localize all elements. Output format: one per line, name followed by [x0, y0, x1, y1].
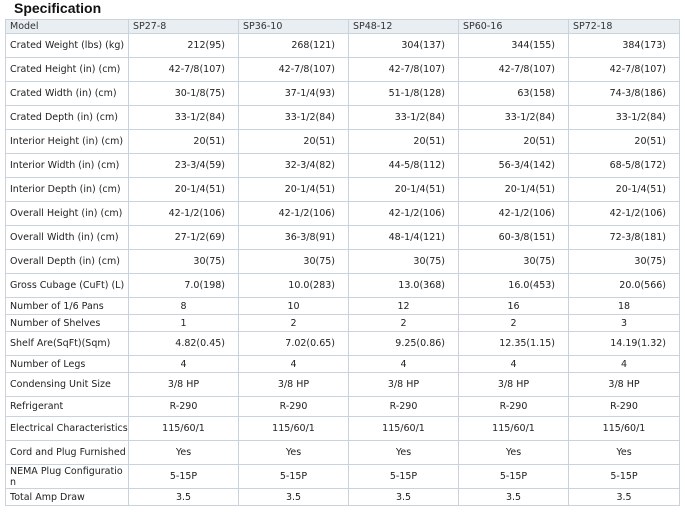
table-row: [6, 298, 680, 315]
table-cell: 268(121): [239, 34, 349, 58]
table-cell: Yes: [129, 441, 239, 465]
table-cell: 115/60/1: [459, 417, 569, 441]
table-cell: 16.0(453): [459, 274, 569, 298]
table-cell: 68-5/8(172): [569, 154, 680, 178]
table-cell: Yes: [569, 441, 680, 465]
table-cell: 3.5: [459, 489, 569, 506]
header-sp27-8: SP27-8: [129, 20, 239, 34]
table-cell: 42-1/2(106): [569, 202, 680, 226]
table-cell: 2: [459, 315, 569, 332]
table-row: [6, 226, 680, 250]
table-cell: 32-3/4(82): [239, 154, 349, 178]
table-cell: 3: [569, 315, 680, 332]
table-cell: 14.19(1.32): [569, 332, 680, 356]
table-cell: Yes: [349, 441, 459, 465]
table-cell: 20-1/4(51): [459, 178, 569, 202]
table-cell: 3.5: [569, 489, 680, 506]
row-label: Crated Height (in) (cm): [6, 58, 129, 82]
table-cell: 42-1/2(106): [349, 202, 459, 226]
specification-table: [5, 19, 680, 506]
table-cell: 4: [239, 356, 349, 373]
table-cell: 2: [239, 315, 349, 332]
table-cell: 33-1/2(84): [349, 106, 459, 130]
table-cell: 3.5: [349, 489, 459, 506]
row-label: Shelf Are(SqFt)(Sqm): [6, 332, 129, 356]
table-row: [6, 58, 680, 82]
table-body: [6, 34, 680, 506]
table-cell: 3/8 HP: [349, 373, 459, 397]
table-cell: 7.02(0.65): [239, 332, 349, 356]
table-cell: 30(75): [349, 250, 459, 274]
table-cell: 5-15P: [459, 465, 569, 489]
table-cell: 9.25(0.86): [349, 332, 459, 356]
table-cell: 60-3/8(151): [459, 226, 569, 250]
table-row: [6, 154, 680, 178]
table-cell: 4: [129, 356, 239, 373]
table-cell: 36-3/8(91): [239, 226, 349, 250]
table-cell: R-290: [569, 397, 680, 417]
table-cell: 20-1/4(51): [129, 178, 239, 202]
row-label: Crated Weight (lbs) (kg): [6, 34, 129, 58]
row-label: Gross Cubage (CuFt) (L): [6, 274, 129, 298]
table-cell: 63(158): [459, 82, 569, 106]
row-label: Total Amp Draw: [6, 489, 129, 506]
table-cell: 72-3/8(181): [569, 226, 680, 250]
table-row: [6, 130, 680, 154]
table-row: [6, 441, 680, 465]
row-label: Number of Shelves: [6, 315, 129, 332]
table-cell: R-290: [349, 397, 459, 417]
table-cell: 27-1/2(69): [129, 226, 239, 250]
table-cell: 30(75): [569, 250, 680, 274]
table-cell: 56-3/4(142): [459, 154, 569, 178]
table-cell: 20(51): [569, 130, 680, 154]
table-cell: 20-1/4(51): [349, 178, 459, 202]
table-cell: 18: [569, 298, 680, 315]
row-label: Crated Width (in) (cm): [6, 82, 129, 106]
table-cell: 42-1/2(106): [459, 202, 569, 226]
table-cell: 42-7/8(107): [459, 58, 569, 82]
table-cell: 33-1/2(84): [459, 106, 569, 130]
table-cell: 7.0(198): [129, 274, 239, 298]
row-label: Cord and Plug Furnished: [6, 441, 129, 465]
table-cell: 13.0(368): [349, 274, 459, 298]
table-cell: 12.35(1.15): [459, 332, 569, 356]
table-cell: 48-1/4(121): [349, 226, 459, 250]
table-row: [6, 106, 680, 130]
table-row: [6, 250, 680, 274]
table-cell: 5-15P: [569, 465, 680, 489]
table-cell: 42-1/2(106): [129, 202, 239, 226]
header-sp60-16: SP60-16: [459, 20, 569, 34]
row-label: Overall Depth (in) (cm): [6, 250, 129, 274]
table-row: [6, 397, 680, 417]
table-cell: 384(173): [569, 34, 680, 58]
table-cell: 12: [349, 298, 459, 315]
row-label: Crated Depth (in) (cm): [6, 106, 129, 130]
table-cell: 33-1/2(84): [129, 106, 239, 130]
header-sp36-10: SP36-10: [239, 20, 349, 34]
table-cell: 10: [239, 298, 349, 315]
table-cell: 37-1/4(93): [239, 82, 349, 106]
table-cell: 4: [569, 356, 680, 373]
table-cell: 1: [129, 315, 239, 332]
row-label: Condensing Unit Size: [6, 373, 129, 397]
table-row: [6, 82, 680, 106]
table-cell: 115/60/1: [569, 417, 680, 441]
table-cell: 5-15P: [129, 465, 239, 489]
table-cell: 42-1/2(106): [239, 202, 349, 226]
table-cell: 42-7/8(107): [569, 58, 680, 82]
row-label: Number of 1/6 Pans: [6, 298, 129, 315]
table-cell: 8: [129, 298, 239, 315]
table-cell: 20-1/4(51): [239, 178, 349, 202]
table-row: [6, 178, 680, 202]
row-label: Number of Legs: [6, 356, 129, 373]
table-cell: 5-15P: [349, 465, 459, 489]
table-header-row: [6, 20, 680, 34]
table-cell: 44-5/8(112): [349, 154, 459, 178]
table-cell: 115/60/1: [239, 417, 349, 441]
table-cell: 212(95): [129, 34, 239, 58]
header-sp48-12: SP48-12: [349, 20, 459, 34]
table-cell: 4: [349, 356, 459, 373]
table-cell: 5-15P: [239, 465, 349, 489]
table-cell: 20-1/4(51): [569, 178, 680, 202]
table-cell: 20(51): [129, 130, 239, 154]
table-row: [6, 465, 680, 489]
row-label: Interior Width (in) (cm): [6, 154, 129, 178]
table-cell: 20(51): [239, 130, 349, 154]
table-cell: 33-1/2(84): [569, 106, 680, 130]
table-cell: 20.0(566): [569, 274, 680, 298]
table-row: [6, 34, 680, 58]
table-cell: 42-7/8(107): [349, 58, 459, 82]
table-cell: 16: [459, 298, 569, 315]
table-cell: 30-1/8(75): [129, 82, 239, 106]
table-cell: 51-1/8(128): [349, 82, 459, 106]
table-cell: 10.0(283): [239, 274, 349, 298]
table-row: [6, 356, 680, 373]
table-cell: 115/60/1: [349, 417, 459, 441]
table-cell: 30(75): [239, 250, 349, 274]
table-cell: 2: [349, 315, 459, 332]
table-cell: 20(51): [349, 130, 459, 154]
header-model: Model: [6, 20, 129, 34]
table-cell: 42-7/8(107): [239, 58, 349, 82]
table-cell: R-290: [129, 397, 239, 417]
table-cell: 33-1/2(84): [239, 106, 349, 130]
table-cell: 42-7/8(107): [129, 58, 239, 82]
table-row: [6, 373, 680, 397]
table-cell: 115/60/1: [129, 417, 239, 441]
header-sp72-18: SP72-18: [569, 20, 680, 34]
table-cell: 30(75): [129, 250, 239, 274]
table-cell: 3/8 HP: [239, 373, 349, 397]
row-label: Overall Height (in) (cm): [6, 202, 129, 226]
row-label: Overall Width (in) (cm): [6, 226, 129, 250]
table-cell: 30(75): [459, 250, 569, 274]
table-cell: 4: [459, 356, 569, 373]
table-row: [6, 202, 680, 226]
table-cell: 3.5: [239, 489, 349, 506]
table-cell: 304(137): [349, 34, 459, 58]
table-cell: 4.82(0.45): [129, 332, 239, 356]
table-row: [6, 417, 680, 441]
table-cell: 74-3/8(186): [569, 82, 680, 106]
table-cell: 344(155): [459, 34, 569, 58]
table-cell: 3/8 HP: [459, 373, 569, 397]
table-cell: R-290: [459, 397, 569, 417]
table-cell: 3.5: [129, 489, 239, 506]
table-row: [6, 332, 680, 356]
table-cell: Yes: [239, 441, 349, 465]
table-cell: 23-3/4(59): [129, 154, 239, 178]
table-row: [6, 489, 680, 506]
page-title: Specification: [14, 0, 102, 16]
row-label: Interior Height (in) (cm): [6, 130, 129, 154]
row-label: Electrical Characteristics: [6, 417, 129, 441]
table-cell: 3/8 HP: [569, 373, 680, 397]
table-row: [6, 274, 680, 298]
table-cell: R-290: [239, 397, 349, 417]
row-label: Interior Depth (in) (cm): [6, 178, 129, 202]
table-row: [6, 315, 680, 332]
table-cell: 3/8 HP: [129, 373, 239, 397]
row-label: NEMA Plug Configuratio n: [6, 465, 129, 489]
table-cell: Yes: [459, 441, 569, 465]
table-cell: 20(51): [459, 130, 569, 154]
row-label: Refrigerant: [6, 397, 129, 417]
